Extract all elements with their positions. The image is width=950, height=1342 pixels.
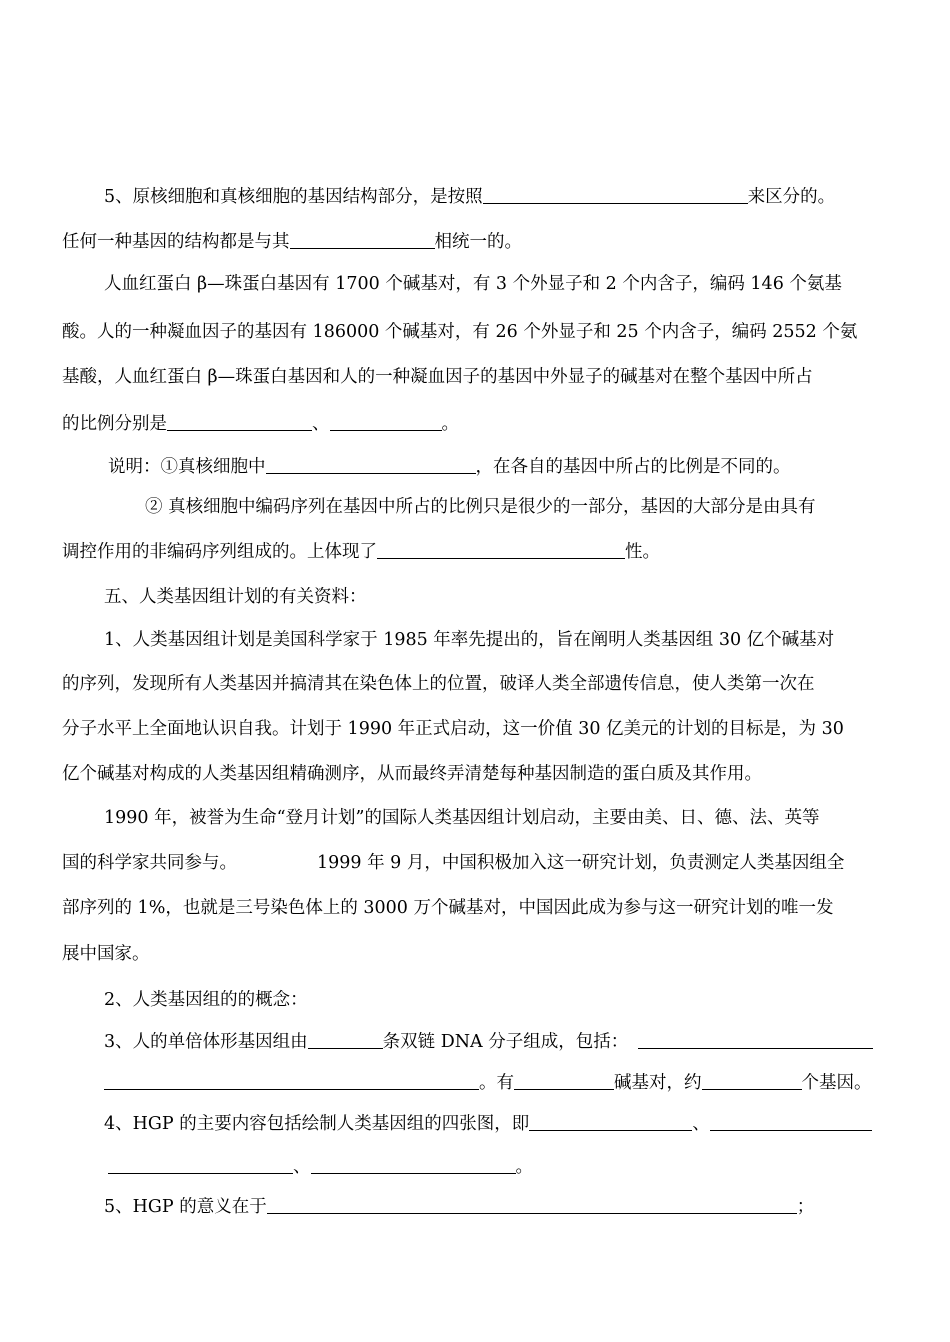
item5-blank-significance[interactable] xyxy=(267,1195,797,1214)
note-blank-2[interactable] xyxy=(377,540,625,559)
item3-text-e: 个基因。 xyxy=(801,1073,872,1093)
item4-text-d: 。 xyxy=(515,1157,533,1177)
history-text-a: 国的科学家共同参与。 xyxy=(62,853,237,873)
item4-blank-map4[interactable] xyxy=(311,1155,516,1174)
q5-text-part3: 任何一种基因的结构都是与其 xyxy=(62,232,290,252)
history-line3: 部序列的 1%，也就是三号染色体上的 3000 万个碱基对，中国因此成为参与这一研究计划的唯一发 xyxy=(62,898,834,918)
item4-blank-map2[interactable] xyxy=(710,1112,872,1131)
item4-text-b: 、 xyxy=(692,1114,710,1134)
ratio-blank-1[interactable] xyxy=(167,412,312,431)
section5-heading: 五、人类基因组计划的有关资料： xyxy=(104,587,367,607)
hgp-item3-line2 xyxy=(104,1071,872,1095)
item4-text-a: 4、HGP 的主要内容包括绘制人类基因组的四张图，即 xyxy=(104,1114,530,1134)
item3-blank-includes[interactable] xyxy=(638,1030,873,1049)
note-blank-1[interactable] xyxy=(266,455,476,474)
q5-text-part4: 相统一的。 xyxy=(434,232,522,252)
ratio-blank-2[interactable] xyxy=(330,412,442,431)
example-line1: 人血红蛋白 β—珠蛋白基因有 1700 个碱基对，有 3 个外显子和 2 个内含子，编码 146 个氨基 xyxy=(104,274,842,294)
hgp-item1-line1: 1、人类基因组计划是美国科学家于 1985 年率先提出的，旨在阐明人类基因组 30 亿个碱基对 xyxy=(104,630,835,650)
history-line1: 1990 年，被誉为生命“登月计划”的国际人类基因组计划启动，主要由美、日、德、法、英等 xyxy=(104,808,820,828)
note-line2: ② 真核细胞中编码序列在基因中所占的比例只是很少的一部分，基因的大部分是由具有 xyxy=(145,497,816,517)
note-text-b: ，在各自的基因中所占的比例是不同的。 xyxy=(475,457,791,477)
example-text-b: 、 xyxy=(312,414,330,434)
example-line2: 酸。人的一种凝血因子的基因有 186000 个碱基对，有 26 个外显子和 25 个内含子，编码 2552 个氨 xyxy=(62,322,858,342)
hgp-item2: 2、人类基因组的的概念： xyxy=(104,990,308,1010)
item4-blank-map1[interactable] xyxy=(529,1112,692,1131)
q5-line1 xyxy=(104,185,835,209)
note-text-a: 说明：①真核细胞中 xyxy=(108,457,266,477)
hgp-item1-line4: 亿个碱基对构成的人类基因组精确测序，从而最终弄清楚每种基因制造的蛋白质及其作用。 xyxy=(62,764,762,784)
item3-text-b: 条双链 DNA 分子组成，包括： xyxy=(382,1032,629,1052)
hgp-item4-line1 xyxy=(104,1112,872,1136)
item3-blank-basepairs[interactable] xyxy=(514,1071,614,1090)
hgp-item3-line1 xyxy=(104,1030,873,1054)
item4-text-c: 、 xyxy=(293,1157,311,1177)
item3-text-c: 。有 xyxy=(479,1073,514,1093)
note-line3 xyxy=(62,540,660,564)
item3-blank-count[interactable] xyxy=(308,1030,383,1049)
q5-text-part1: 5、原核细胞和真核细胞的基因结构部分，是按照 xyxy=(104,187,483,207)
item3-text-d: 碱基对，约 xyxy=(614,1073,702,1093)
item3-blank-includes-cont[interactable] xyxy=(104,1071,479,1090)
item5-text-b: ； xyxy=(796,1197,815,1217)
hgp-item4-line2 xyxy=(108,1155,533,1179)
note-line1 xyxy=(108,455,791,479)
q5-blank-basis[interactable] xyxy=(483,185,748,204)
item4-blank-map3[interactable] xyxy=(108,1155,293,1174)
hgp-item5 xyxy=(104,1195,814,1219)
history-text-b: 1999 年 9 月，中国积极加入这一研究计划，负责测定人类基因组全 xyxy=(317,853,845,873)
hgp-item1-line2: 的序列，发现所有人类基因并搞清其在染色体上的位置，破译人类全部遗传信息，使人类第一次在 xyxy=(62,674,815,694)
history-line2 xyxy=(62,851,844,875)
example-text-c: 。 xyxy=(441,414,459,434)
q5-text-part2: 来区分的。 xyxy=(747,187,836,207)
example-line4 xyxy=(62,412,459,436)
example-line3: 基酸，人血红蛋白 β—珠蛋白基因和人的一种凝血因子的基因中外显子的碱基对在整个基因中所占 xyxy=(62,367,813,387)
history-line4: 展中国家。 xyxy=(62,944,150,964)
item5-text-a: 5、HGP 的意义在于 xyxy=(104,1197,267,1217)
note-text-d: 性。 xyxy=(625,542,660,562)
q5-blank-unified[interactable] xyxy=(290,230,435,249)
item3-blank-genes[interactable] xyxy=(702,1071,802,1090)
note-text-c: 调控作用的非编码序列组成的。上体现了 xyxy=(62,542,377,562)
item3-text-a: 3、人的单倍体形基因组由 xyxy=(104,1032,308,1052)
q5-line2 xyxy=(62,230,522,254)
hgp-item1-line3: 分子水平上全面地认识自我。计划于 1990 年正式启动，这一价值 30 亿美元的计划的目标是，为 30 xyxy=(62,719,844,739)
example-text-a: 的比例分别是 xyxy=(62,414,167,434)
